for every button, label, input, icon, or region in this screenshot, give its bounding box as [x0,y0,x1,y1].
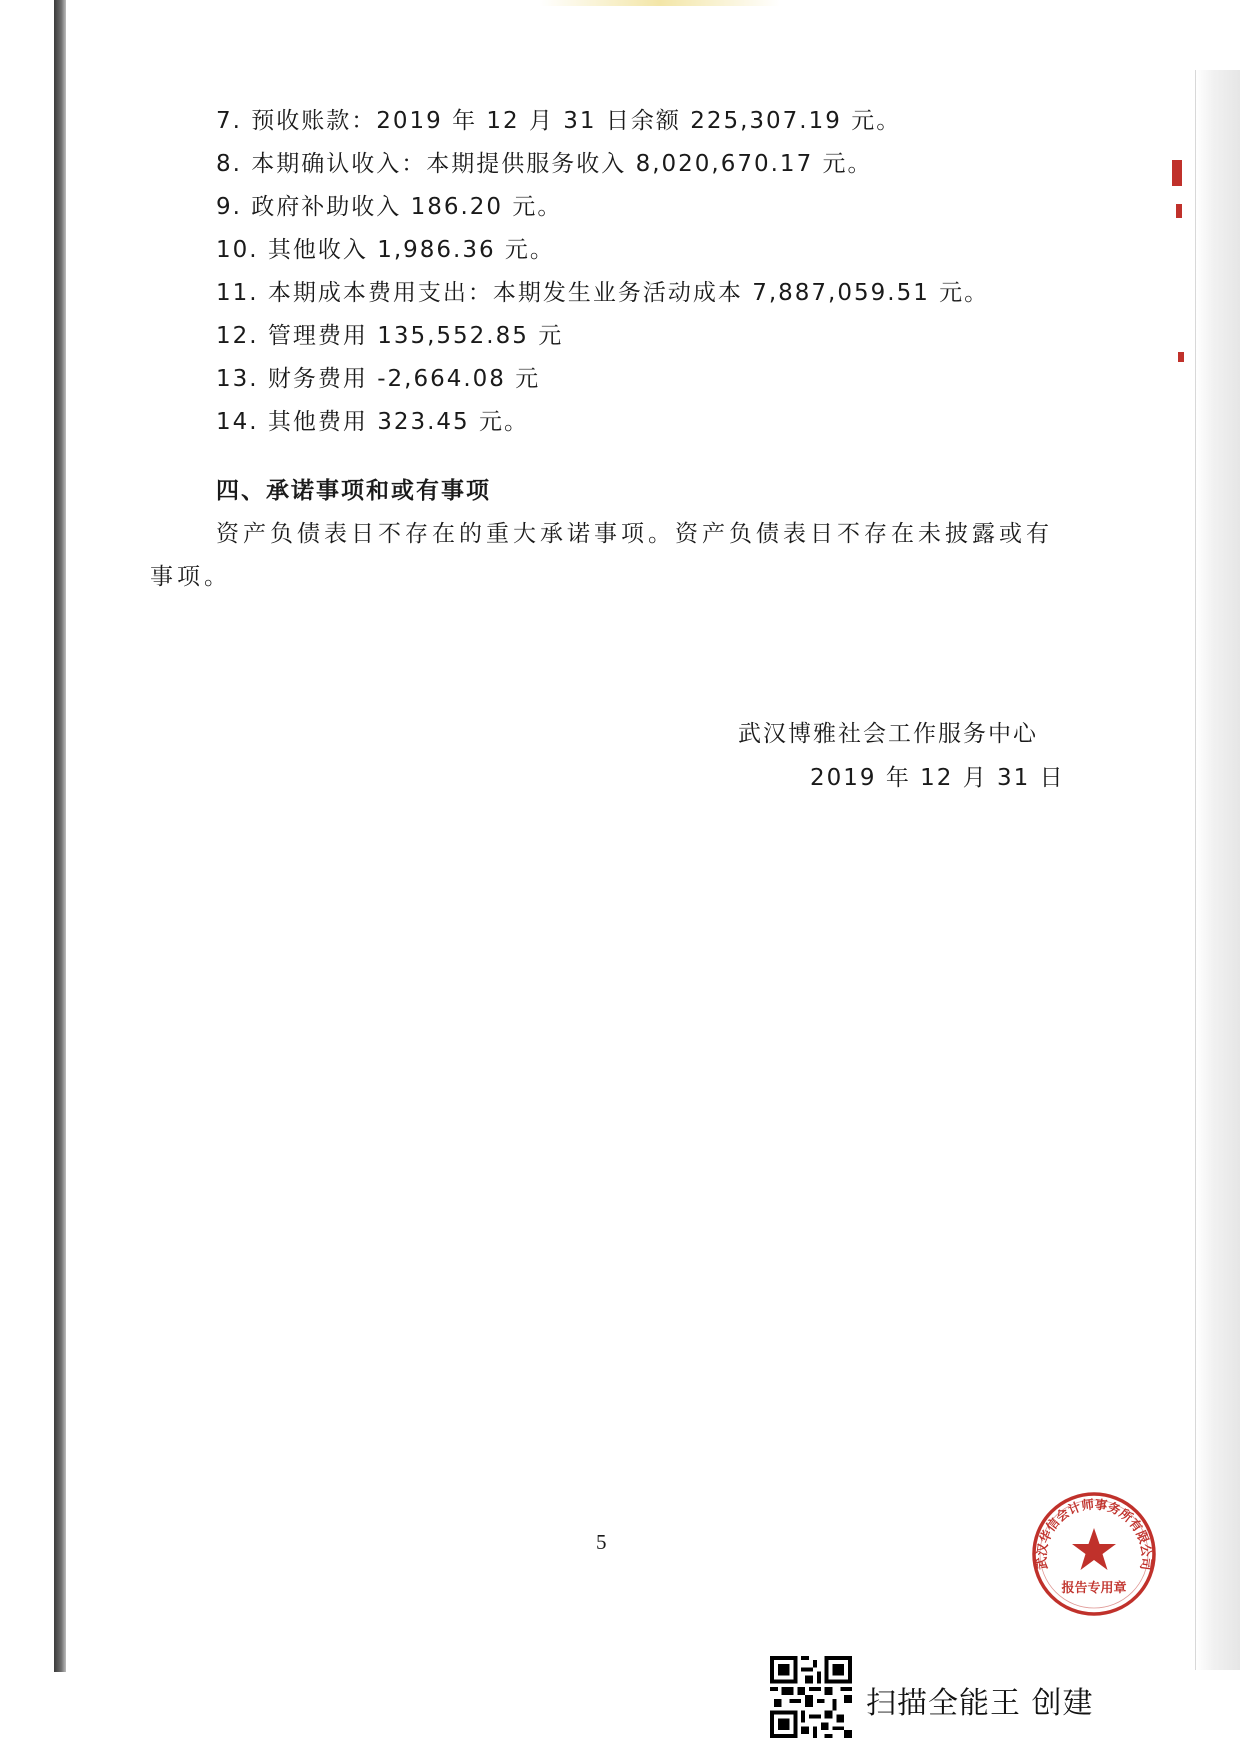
star-icon [1072,1528,1116,1570]
official-seal [1028,1488,1160,1620]
page-number: 5 [596,1530,607,1554]
list-item: 10. 其他收入 1,986.36 元。 [216,237,555,263]
list-item: 7. 预收账款：2019 年 12 月 31 日余额 225,307.19 元。 [216,108,902,134]
list-item: 14. 其他费用 323.45 元。 [216,409,529,435]
list-item: 11. 本期成本费用支出：本期发生业务活动成本 7,887,059.51 元。 [216,280,990,306]
scan-left-edge [54,0,66,1672]
scan-red-mark [1176,204,1182,218]
scanner-watermark-text: 扫描全能王 创建 [866,1686,1094,1721]
document-body [150,100,1070,599]
organization-name: 武汉博雅社会工作服务中心 [738,721,1038,747]
scan-red-mark [1178,352,1184,362]
list-item: 12. 管理费用 135,552.85 元 [216,323,564,349]
qr-code-icon [770,1656,852,1738]
list-item: 8. 本期确认收入：本期提供服务收入 8,020,670.17 元。 [216,151,873,177]
list-item: 13. 财务费用 -2,664.08 元 [216,366,541,392]
svg-text:报告专用章: 报告专用章 [1061,1581,1127,1596]
list-item: 9. 政府补助收入 186.20 元。 [216,194,563,220]
scan-red-mark [1172,160,1182,186]
scan-top-artifact [540,0,780,6]
signature-block [738,712,1065,800]
section-heading: 四、承诺事项和或有事项 [216,478,491,504]
scan-right-edge [1195,70,1240,1670]
svg-text:武汉华信会计师事务所有限公司: 武汉华信会计师事务所有限公司 [1033,1496,1155,1572]
section-paragraph: 资产负债表日不存在的重大承诺事项。资产负债表日不存在未披露或有事项。 [150,521,1053,590]
signature-date: 2019 年 12 月 31 日 [810,765,1065,791]
